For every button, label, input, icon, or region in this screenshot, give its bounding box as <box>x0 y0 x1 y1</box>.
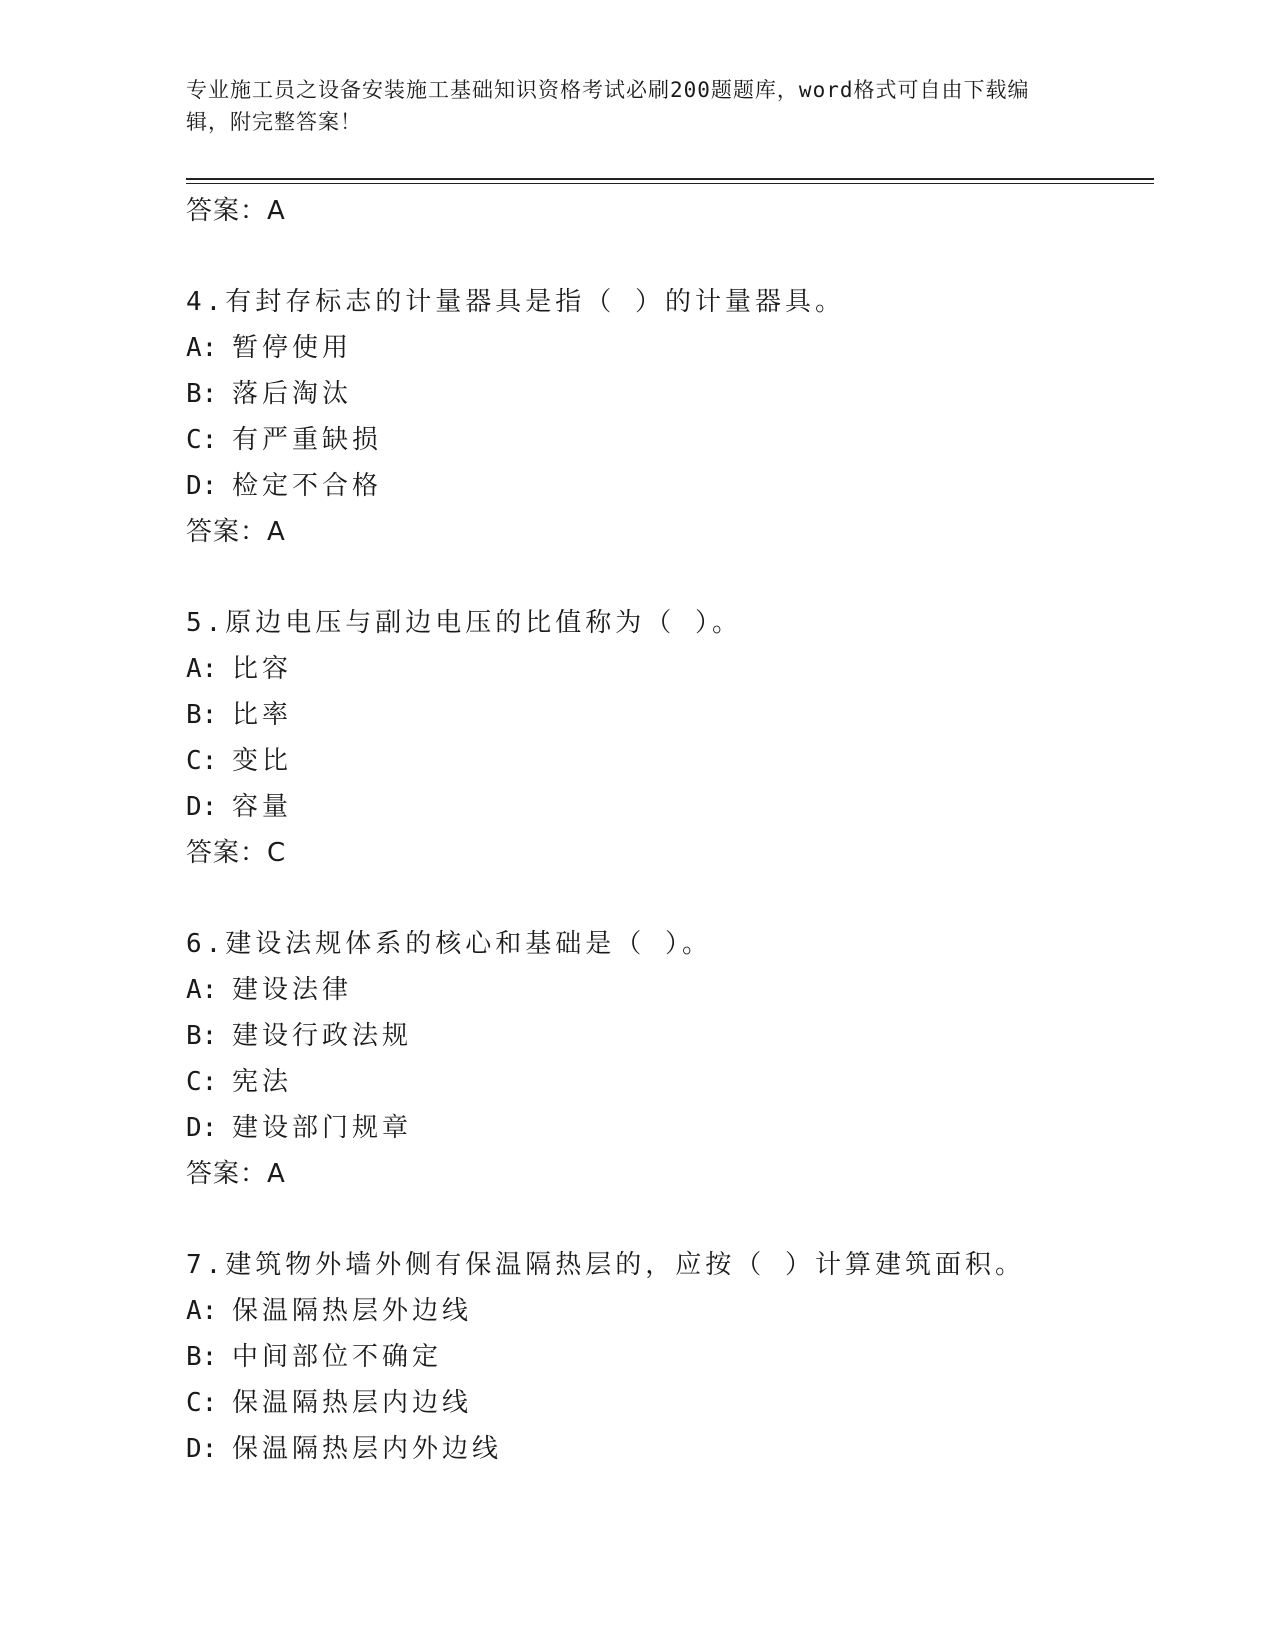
option-row <box>186 784 1154 830</box>
answer-line: 答案：A <box>186 196 286 226</box>
option-key: B: <box>186 379 218 409</box>
document-header: 专业施工员之设备安装施工基础知识资格考试必刷200题题库，word格式可自由下载编辑，附完整答案！ <box>186 78 1030 134</box>
option-row <box>186 1334 1154 1380</box>
option-text: 检定不合格 <box>232 471 383 501</box>
option-row <box>186 738 1154 784</box>
question-stem: 6.建设法规体系的核心和基础是（ ）。 <box>186 929 712 959</box>
option-row <box>186 1288 1154 1334</box>
option-key: D: <box>186 1113 218 1143</box>
option-text: 保温隔热层外边线 <box>232 1296 473 1326</box>
option-text: 宪法 <box>232 1067 293 1097</box>
header-rule-thin <box>186 183 1154 184</box>
option-text: 容量 <box>232 792 293 822</box>
question-stem: 5.原边电压与副边电压的比值称为（ ）。 <box>186 608 742 638</box>
option-text: 比率 <box>232 700 293 730</box>
option-row <box>186 1426 1154 1472</box>
option-text: 中间部位不确定 <box>232 1342 443 1372</box>
option-key: A: <box>186 654 218 684</box>
option-row <box>186 692 1154 738</box>
option-key: C: <box>186 746 218 776</box>
option-row <box>186 1059 1154 1105</box>
option-key: D: <box>186 1434 218 1464</box>
option-key: B: <box>186 1342 218 1372</box>
option-row <box>186 417 1154 463</box>
spacer <box>186 1197 1154 1242</box>
option-row <box>186 325 1154 371</box>
answer-line: 答案：A <box>186 1159 286 1189</box>
option-key: D: <box>186 471 218 501</box>
option-key: C: <box>186 1067 218 1097</box>
option-text: 建设法律 <box>232 975 353 1005</box>
option-row <box>186 371 1154 417</box>
option-row <box>186 1380 1154 1426</box>
option-row <box>186 1105 1154 1151</box>
question-list <box>186 188 1154 1472</box>
header-rule-thick <box>186 178 1154 180</box>
option-text: 比容 <box>232 654 293 684</box>
option-key: A: <box>186 1296 218 1326</box>
question-stem: 4.有封存标志的计量器具是指（ ）的计量器具。 <box>186 287 845 317</box>
option-text: 保温隔热层内边线 <box>232 1388 473 1418</box>
option-key: A: <box>186 333 218 363</box>
option-key: B: <box>186 1021 218 1051</box>
spacer <box>186 234 1154 279</box>
option-row <box>186 1013 1154 1059</box>
option-text: 保温隔热层内外边线 <box>232 1434 503 1464</box>
option-key: D: <box>186 792 218 822</box>
option-text: 变比 <box>232 746 293 776</box>
option-key: B: <box>186 700 218 730</box>
spacer <box>186 876 1154 921</box>
option-row <box>186 646 1154 692</box>
answer-line: 答案：A <box>186 517 286 547</box>
option-key: A: <box>186 975 218 1005</box>
option-text: 有严重缺损 <box>232 425 383 455</box>
option-text: 建设部门规章 <box>232 1113 413 1143</box>
option-row <box>186 967 1154 1013</box>
option-text: 落后淘汰 <box>232 379 353 409</box>
answer-line: 答案：C <box>186 838 287 868</box>
option-key: C: <box>186 1388 218 1418</box>
question-stem: 7.建筑物外墙外侧有保温隔热层的，应按（ ）计算建筑面积。 <box>186 1250 1025 1280</box>
option-row <box>186 463 1154 509</box>
option-text: 暂停使用 <box>232 333 353 363</box>
option-key: C: <box>186 425 218 455</box>
spacer <box>186 555 1154 600</box>
option-text: 建设行政法规 <box>232 1021 413 1051</box>
